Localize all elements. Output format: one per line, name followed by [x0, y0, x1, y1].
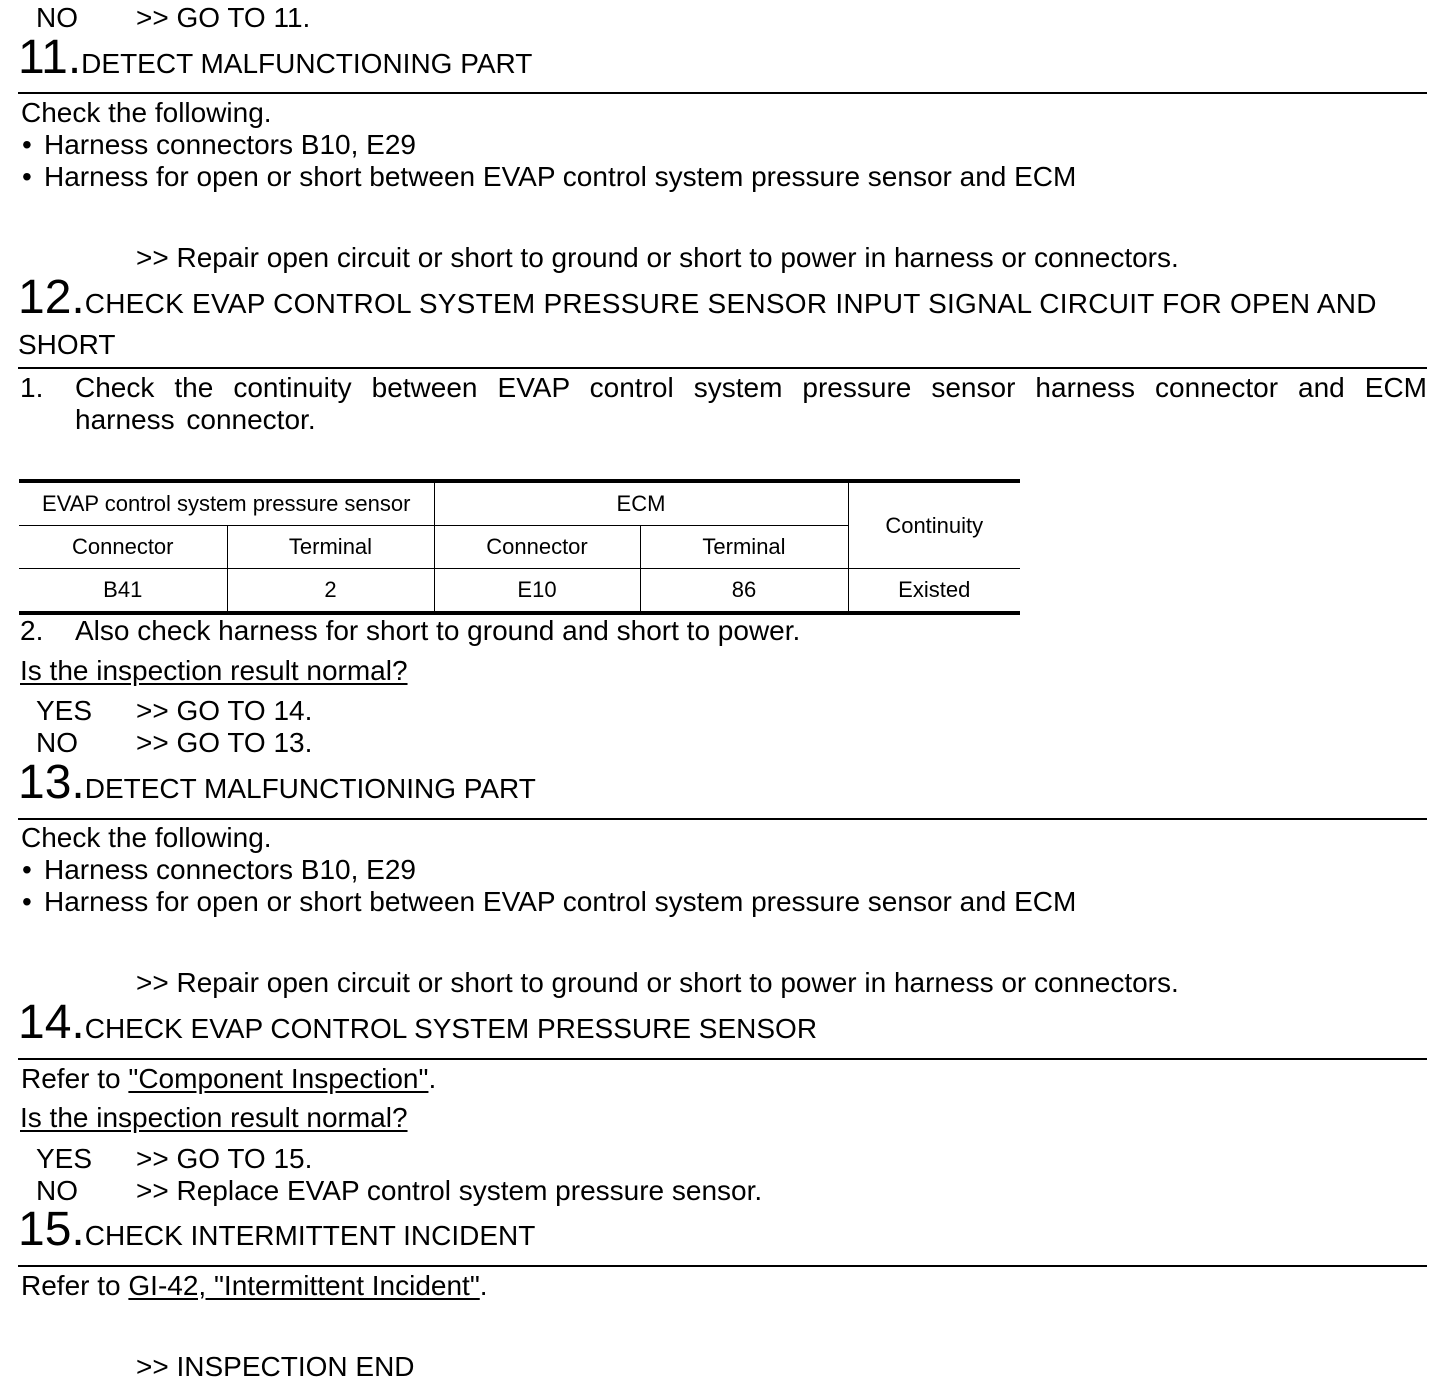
- table-cell: 86: [640, 569, 848, 614]
- step-13-title: DETECT MALFUNCTIONING PART: [84, 773, 536, 804]
- step-13-divider: [18, 818, 1427, 820]
- table-row: [19, 569, 1020, 614]
- step-14-refer: Refer to "Component Inspection".: [21, 1063, 437, 1094]
- step-12-number: 12.: [18, 271, 85, 324]
- intermittent-incident-link[interactable]: GI-42, "Intermittent Incident": [128, 1270, 480, 1301]
- table-header-cell: Connector: [19, 526, 227, 569]
- step-12-item-2-text: Also check harness for short to ground and short to power.: [75, 615, 801, 646]
- step-13-bullet: • Harness for open or short between EVAP control system pressure sensor and ECM: [22, 886, 1077, 917]
- step-11-title: DETECT MALFUNCTIONING PART: [81, 48, 533, 79]
- top-no-label: NO: [36, 2, 78, 33]
- step-15-number: 15.: [18, 1203, 85, 1256]
- table-group-ecm-header: ECM: [434, 481, 848, 526]
- step-11-intro: Check the following.: [21, 97, 272, 128]
- step-14-divider: [18, 1058, 1427, 1060]
- step-14-no-action[interactable]: >> Replace EVAP control system pressure sensor.: [136, 1175, 763, 1206]
- step-14-heading: [18, 996, 818, 1053]
- table-group-sensor-header: EVAP control system pressure sensor: [19, 481, 434, 526]
- step-12-title: CHECK EVAP CONTROL SYSTEM PRESSURE SENSOR INPUT SIGNAL CIRCUIT FOR OPEN AND: [84, 288, 1377, 319]
- step-11-heading: [18, 31, 533, 88]
- step-11-bullet: • Harness for open or short between EVAP control system pressure sensor and ECM: [22, 161, 1077, 192]
- continuity-table: [19, 479, 1020, 615]
- table-cell: B41: [19, 569, 227, 614]
- step-12-item-1-text: Check the continuity between EVAP control system pressure sensor harness connector and ECM harness connector.: [75, 372, 1427, 435]
- step-11-bullet: • Harness connectors B10, E29: [22, 129, 416, 160]
- step-13-bullet: • Harness connectors B10, E29: [22, 854, 416, 885]
- table-continuity-header: Continuity: [848, 481, 1020, 569]
- step-12-divider: [18, 367, 1427, 369]
- step-13-number: 13.: [18, 756, 85, 809]
- step-12-no-label: NO: [36, 727, 78, 758]
- step-11-divider: [18, 92, 1427, 94]
- step-14-yes-action[interactable]: >> GO TO 15.: [136, 1143, 313, 1174]
- step-14-question: Is the inspection result normal?: [20, 1102, 408, 1133]
- step-13-heading: [18, 756, 536, 813]
- table-header-cell: Terminal: [640, 526, 848, 569]
- table-header-cell: Connector: [434, 526, 640, 569]
- step-12-yes-label: YES: [36, 695, 93, 726]
- top-go-to-11-link[interactable]: >> GO TO 11.: [136, 2, 311, 33]
- step-13-intro: Check the following.: [21, 822, 272, 853]
- step-14-title: CHECK EVAP CONTROL SYSTEM PRESSURE SENSOR: [84, 1013, 818, 1044]
- table-cell: 2: [227, 569, 434, 614]
- step-11-repair-action[interactable]: >> Repair open circuit or short to ground or short to power in harness or connectors.: [136, 242, 1179, 273]
- step-12-title-cont: SHORT: [18, 329, 116, 360]
- step-15-title: CHECK INTERMITTENT INCIDENT: [84, 1220, 536, 1251]
- step-13-repair-action[interactable]: >> Repair open circuit or short to ground or short to power in harness or connectors.: [136, 967, 1179, 998]
- step-14-number: 14.: [18, 996, 85, 1049]
- inspection-end-action[interactable]: >> INSPECTION END: [136, 1351, 415, 1382]
- step-15-divider: [18, 1265, 1427, 1267]
- step-14-yes-label: YES: [36, 1143, 93, 1174]
- step-14-no-label: NO: [36, 1175, 78, 1206]
- table-cell: E10: [434, 569, 640, 614]
- table-header-cell: Terminal: [227, 526, 434, 569]
- step-15-refer: Refer to GI-42, "Intermittent Incident".: [21, 1270, 488, 1301]
- step-12-heading: [18, 271, 1377, 328]
- step-15-heading: [18, 1203, 536, 1260]
- step-12-yes-action[interactable]: >> GO TO 14.: [136, 695, 313, 726]
- table-cell: Existed: [848, 569, 1020, 614]
- step-11-number: 11.: [18, 31, 82, 84]
- step-12-item-1-number: 1.: [20, 372, 44, 403]
- step-12-item-2-number: 2.: [20, 615, 44, 646]
- step-12-no-action[interactable]: >> GO TO 13.: [136, 727, 313, 758]
- step-12-question: Is the inspection result normal?: [20, 655, 408, 686]
- component-inspection-link[interactable]: "Component Inspection": [128, 1063, 429, 1094]
